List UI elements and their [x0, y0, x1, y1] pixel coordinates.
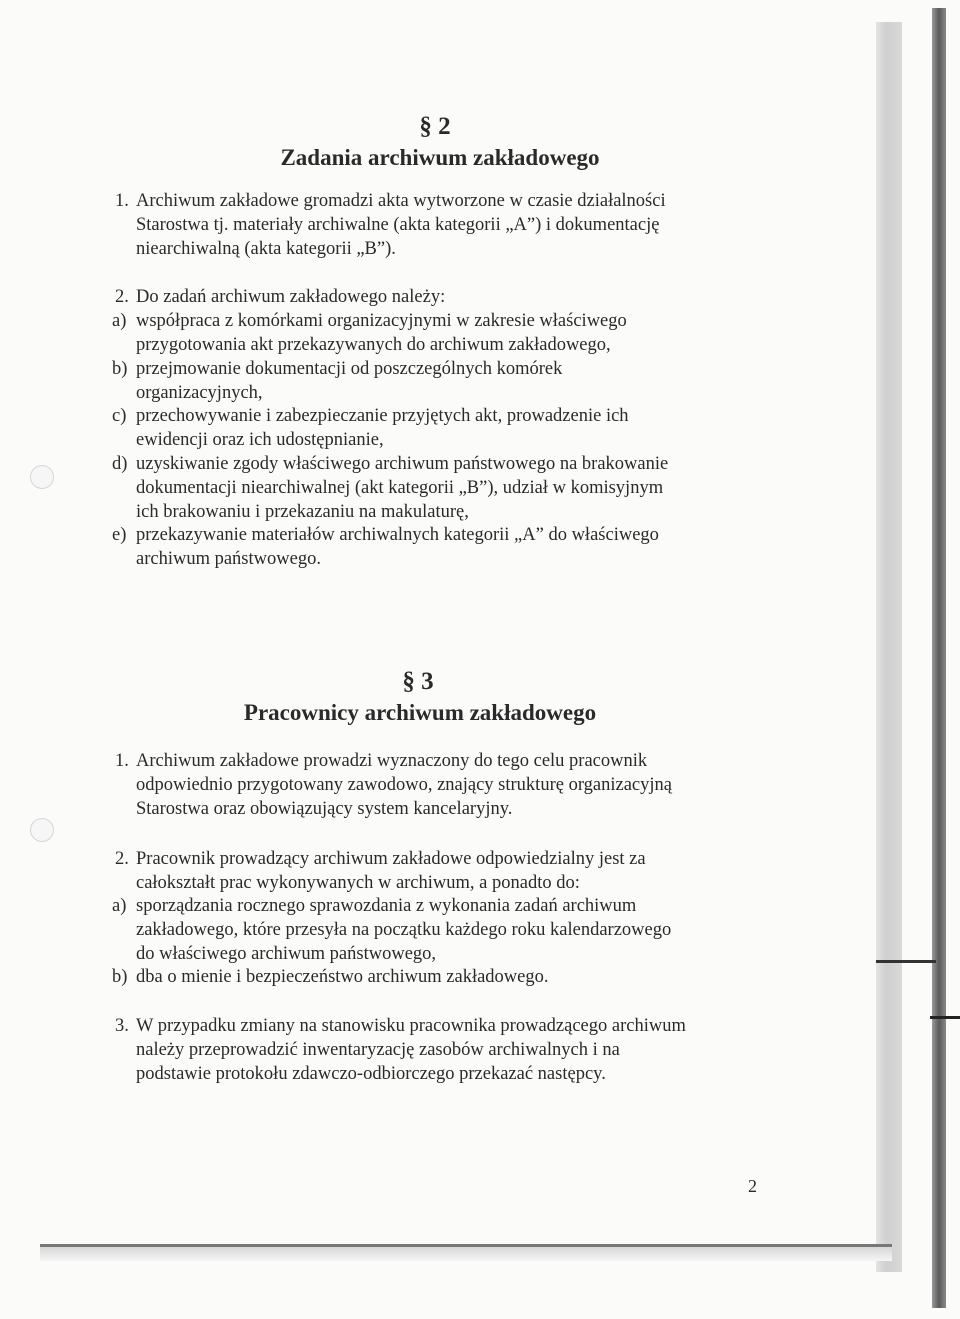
s2-sub-a-line-1: współpraca z komórkami organizacyjnymi w zakresie właściwego: [136, 311, 627, 331]
s2-sub-d-marker: d): [112, 454, 128, 474]
s2-sub-c-marker: c): [112, 406, 127, 426]
s2-sub-e-line-2: archiwum państwowego.: [136, 549, 321, 569]
s3-item-3-line-1: W przypadku zmiany na stanowisku pracownika prowadzącego archiwum: [136, 1016, 686, 1036]
section-3-title: Pracownicy archiwum zakładowego: [243, 700, 597, 725]
page-number: 2: [748, 1176, 757, 1196]
punch-hole-top: [30, 465, 54, 489]
punch-hole-bottom: [30, 818, 54, 842]
s2-item-1-marker: 1.: [115, 191, 129, 211]
s3-item-3-marker: 3.: [115, 1016, 129, 1036]
s3-sub-a-marker: a): [112, 896, 127, 916]
scan-edge-border: [932, 8, 946, 1308]
s2-sub-d-line-3: ich brakowaniu i przekazaniu na makulaturę,: [136, 502, 469, 522]
s3-sub-a-line-2: zakładowego, które przesyła na początku każdego roku kalendarzowego: [136, 920, 672, 940]
s2-sub-d-line-2: dokumentacji niearchiwalnej (akt kategorii „B”), udział w komisyjnym: [136, 478, 664, 498]
s2-sub-b-marker: b): [112, 359, 128, 379]
s2-item-1-line-3: niearchiwalną (akta kategorii „B”).: [136, 239, 396, 259]
section-2-mark: § 2: [419, 113, 451, 140]
s3-item-1-line-2: odpowiednio przygotowany zawodowo, znający strukturę organizacyjną: [136, 775, 672, 795]
section-2-title: Zadania archiwum zakładowego: [280, 145, 600, 170]
scan-edge-mark-2: [930, 1016, 960, 1019]
s2-sub-e-marker: e): [112, 525, 127, 545]
s2-sub-a-line-2: przygotowania akt przekazywanych do archiwum zakładowego,: [136, 335, 611, 355]
s2-sub-a-marker: a): [112, 311, 127, 331]
s3-item-2-line-2: całokształt prac wykonywanych w archiwum, a ponadto do:: [136, 873, 580, 893]
s2-sub-d-line-1: uzyskiwanie zgody właściwego archiwum państwowego na brakowanie: [136, 454, 669, 474]
scan-edge-shadow: [876, 22, 902, 1272]
s3-item-1-line-3: Starostwa oraz obowiązujący system kancelaryjny.: [136, 799, 513, 819]
s2-sub-b-line-1: przejmowanie dokumentacji od poszczególnych komórek: [136, 359, 563, 379]
s3-sub-b-marker: b): [112, 967, 128, 987]
section-3-mark: § 3: [402, 668, 434, 695]
s3-sub-b-line-1: dba o mienie i bezpieczeństwo archiwum zakładowego.: [136, 967, 549, 987]
s2-item-2-intro: Do zadań archiwum zakładowego należy:: [136, 287, 446, 307]
s3-item-3-line-2: należy przeprowadzić inwentaryzację zasobów archiwalnych i na: [136, 1040, 620, 1060]
s2-item-1-line-1: Archiwum zakładowe gromadzi akta wytworzone w czasie działalności: [136, 191, 666, 211]
s3-item-1-line-1: Archiwum zakładowe prowadzi wyznaczony do tego celu pracownik: [136, 751, 648, 771]
s3-item-1-marker: 1.: [115, 751, 129, 771]
scan-edge-mark: [876, 960, 936, 963]
s3-sub-a-line-1: sporządzania rocznego sprawozdania z wykonania zadań archiwum: [136, 896, 637, 916]
s2-sub-e-line-1: przekazywanie materiałów archiwalnych kategorii „A” do właściwego: [136, 525, 659, 545]
s2-item-2-marker: 2.: [115, 287, 129, 307]
s2-sub-b-line-2: organizacyjnych,: [136, 383, 263, 403]
s2-sub-c-line-2: ewidencji oraz ich udostępnianie,: [136, 430, 384, 450]
s3-item-3-line-3: podstawie protokołu zdawczo-odbiorczego przekazać następcy.: [136, 1064, 606, 1084]
s2-sub-c-line-1: przechowywanie i zabezpieczanie przyjętych akt, prowadzenie ich: [136, 406, 629, 426]
s2-item-1-line-2: Starostwa tj. materiały archiwalne (akta kategorii „A”) i dokumentację: [136, 215, 660, 235]
s3-item-2-line-1: Pracownik prowadzący archiwum zakładowe odpowiedzialny jest za: [136, 849, 646, 869]
s3-item-2-marker: 2.: [115, 849, 129, 869]
s3-sub-a-line-3: do właściwego archiwum państwowego,: [136, 944, 437, 964]
scan-bottom-shadow: [40, 1247, 892, 1261]
